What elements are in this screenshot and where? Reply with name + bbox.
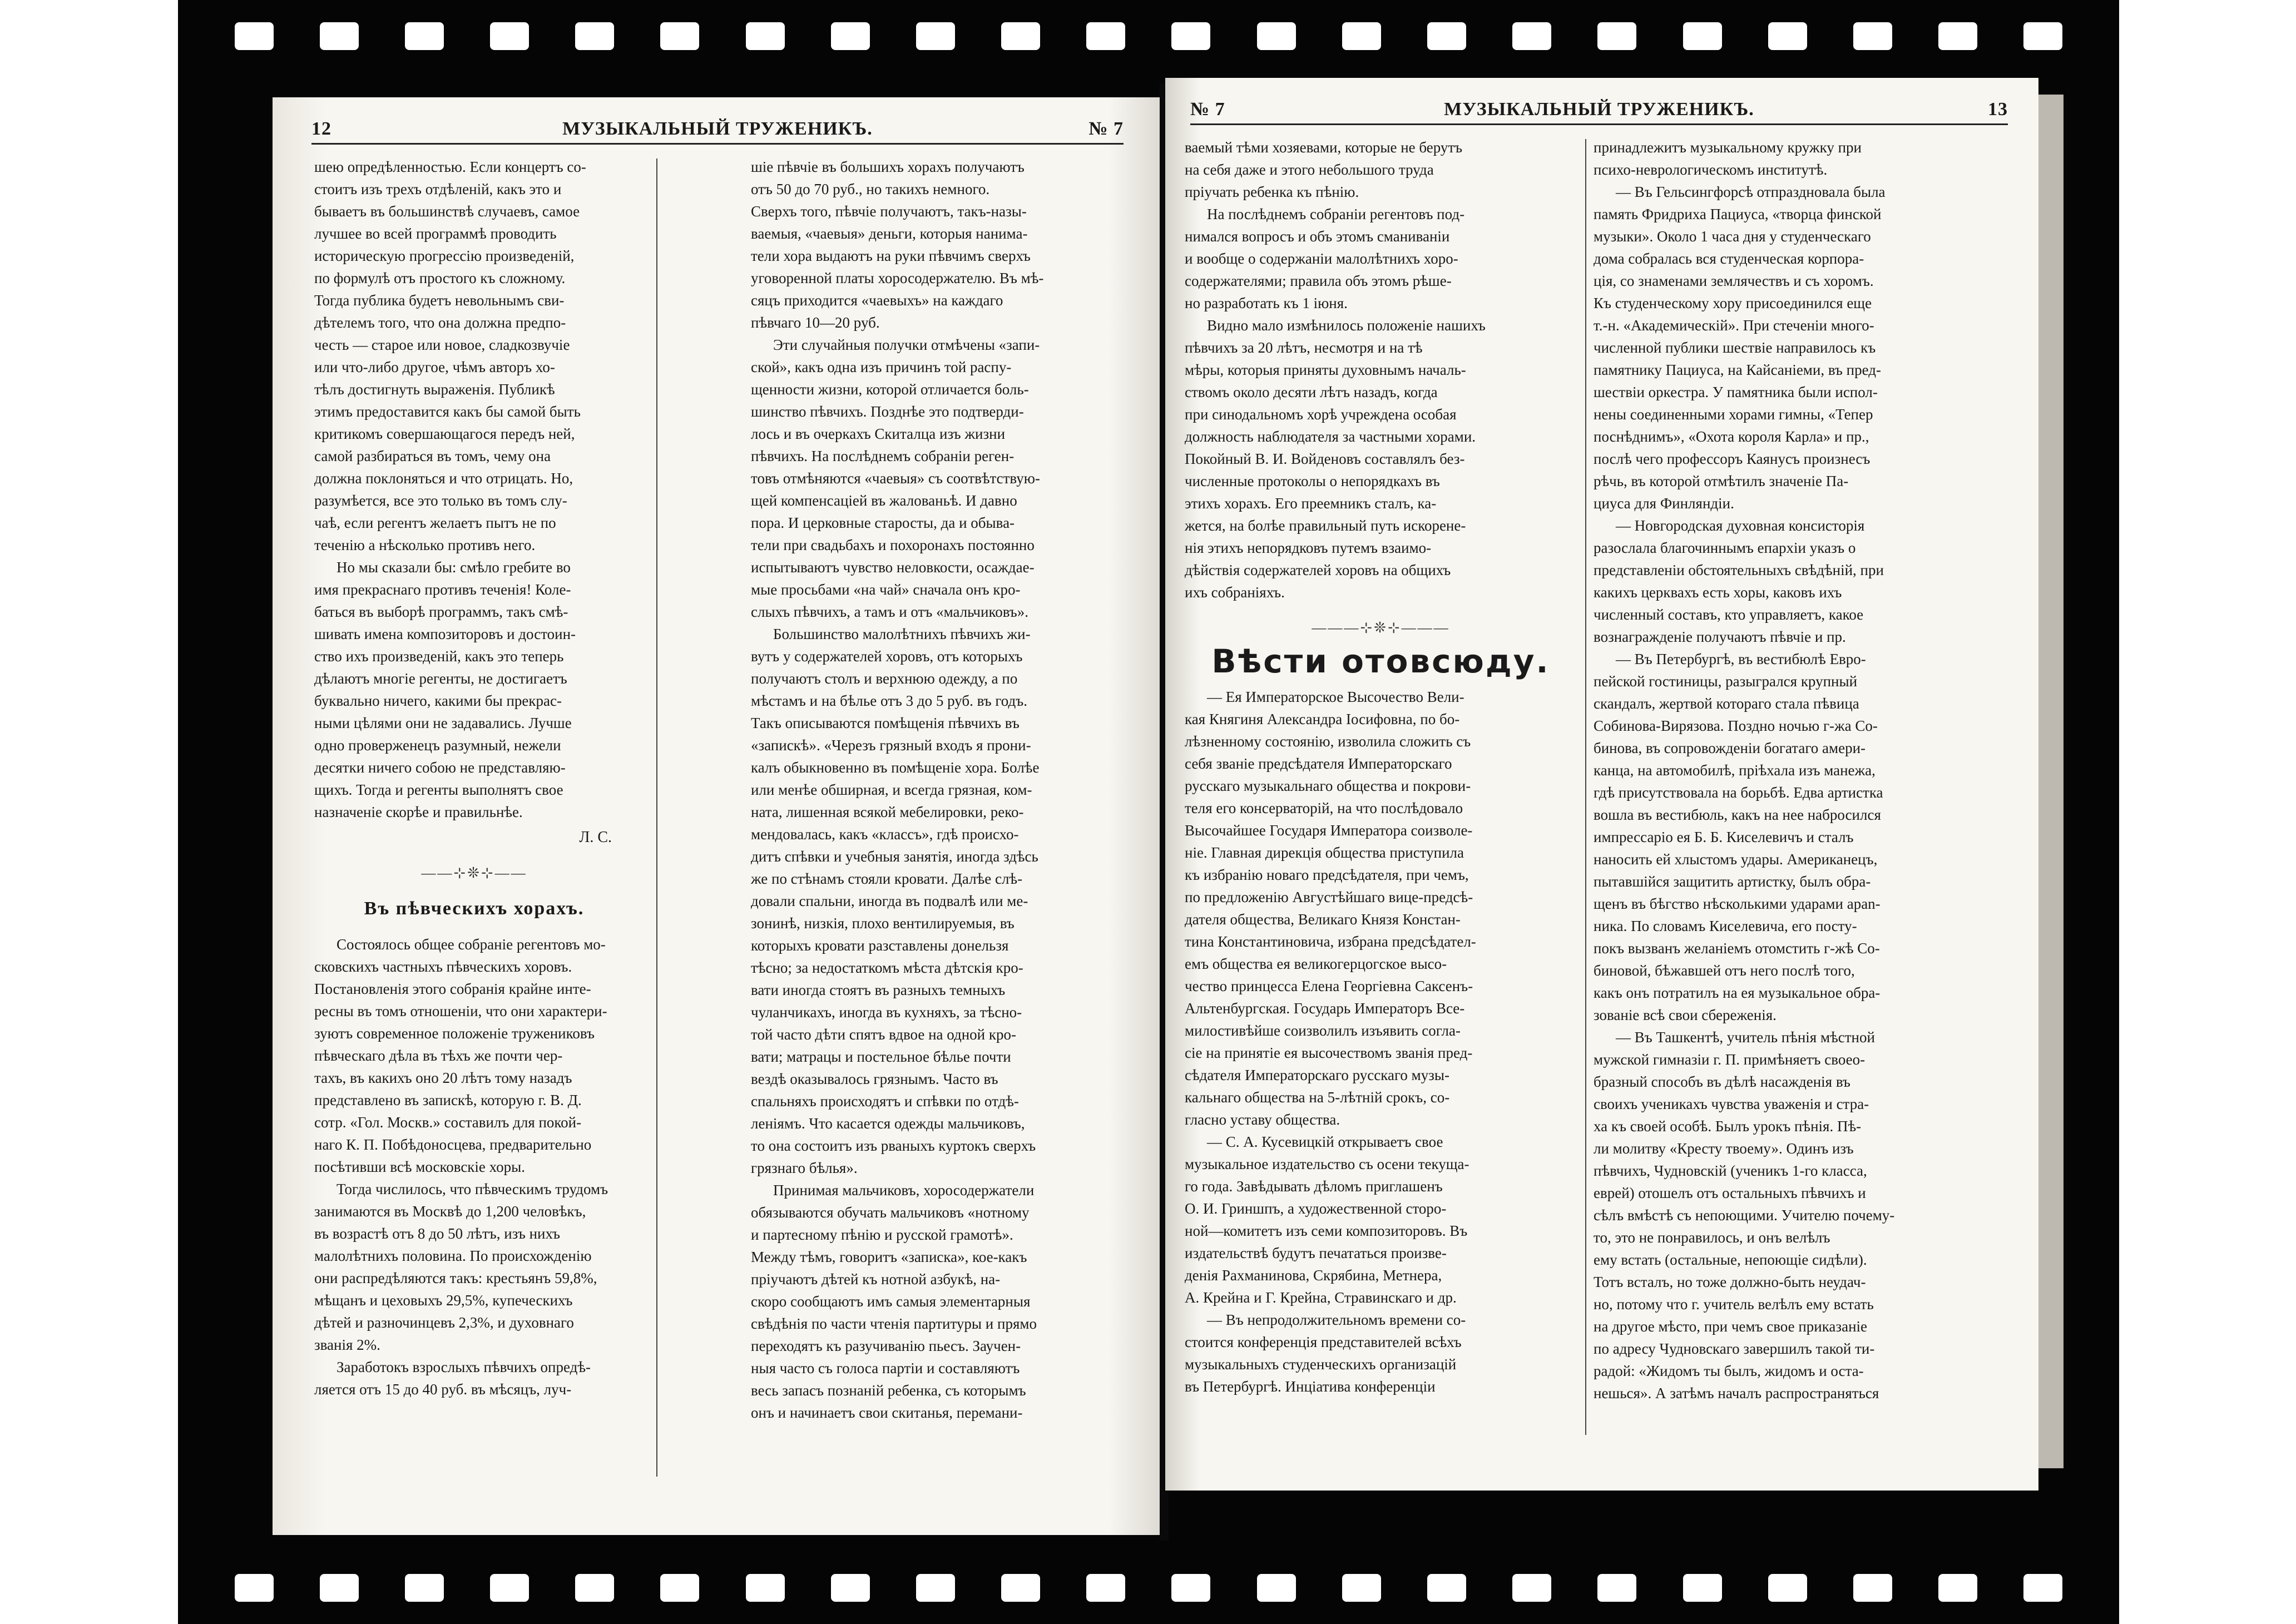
perforation (1001, 1574, 1040, 1602)
paragraph: Заработокъ взрослыхъ пѣвчихъ опредѣ- ляется отъ 15 до 40 руб. въ мѣсяцъ, луч- (314, 1359, 591, 1398)
perforation (2023, 1574, 2062, 1602)
section-title: Вѣсти отовсюду. (1211, 642, 1550, 680)
paragraph: шею опредѣленностью. Если концертъ со- стоитъ изъ трехъ отдѣленій, какъ это и бываетъ въ большинствѣ случаевъ, самое лучшее во всей программѣ проводить историческую прогрессію произведеній, по формулѣ отъ простого къ сложному. Тогда публика будетъ невольнымъ сви- дѣтелемъ того, что она должна предпо- честь — старое или новое, сладкозвучіе или что-либо другое, чѣмъ авторъ хо- тѣлъ достигнуть выраженія. Публикѣ этимъ предоставится какъ бы самой быть критикомъ совершающагося передъ ней, самой разбираться въ томъ, чему она должна поклоняться и что отрицать. Но, разумѣется, все это только въ томъ слу- чаѣ, если регентъ желаетъ пытъ не по теченію а нѣсколько противъ него. (314, 159, 586, 553)
issue-number: № 7 (1190, 99, 1225, 120)
perforation (1171, 1574, 1210, 1602)
perforation (1427, 1574, 1466, 1602)
perforation (1171, 22, 1210, 50)
paragraph: Состоялось общее собраніе регентовъ мо- сковскихъ частныхъ пѣвческихъ хоровъ. Постановленія этого собранія крайне инте- ресны въ томъ отношеніи, что они характери- зуютъ современное положеніе тружениковъ пѣвческаго дѣла въ тѣхъ же почти чер- тахъ, въ какихъ оно 20 лѣтъ тому назадъ представлено въ запискѣ, которую г. В. Д. сотр. «Гол. Москв.» составилъ для покой- наго К. П. Побѣдоносцева, предварительно посѣтивши всѣ московскіе хоры. (314, 936, 607, 1175)
paragraph: ваемый тѣми хозяевами, которые не берутъ на себя даже и этого небольшого труда пріучать ребенка къ пѣнію. (1185, 139, 1463, 200)
paragraph: — Новгородская духовная консисторія разослала благочиннымъ епархіи указъ о представленіи обстоятельныхъ свѣдѣній, при какихъ церквахъ есть хоры, каковъ ихъ численный составъ, кто управляетъ, какое вознагражденіе получаютъ пѣвчіе и пр. (1594, 517, 1884, 645)
perforation (831, 1574, 870, 1602)
issue-number: № 7 (1088, 118, 1124, 139)
paragraph: Видно мало измѣнилось положеніе нашихъ пѣвчихъ за 20 лѣтъ, несмотря и на тѣ мѣры, которыя приняты духовнымъ началь- ствомъ около десяти лѣтъ назадъ, когда при синодальномъ хорѣ учреждена особая должность наблюдателя за частными хорами. Покойный В. И. Войденовъ составлялъ без- численные протоколы о непорядкахъ въ этихъ хорахъ. Его преемникъ сталъ, ка- жется, на болѣе правильный путь искорене- нія этихъ непорядковъ путемъ взаимо- дѣйствія содержателей хоровъ на общихъ ихъ собраніяхъ. (1185, 317, 1486, 601)
perforation (1427, 22, 1466, 50)
perforation (235, 1574, 274, 1602)
ornament-divider: ———⊹❊⊹——— (1312, 620, 1450, 636)
page-header-right (1190, 95, 2008, 125)
film-perforations-bottom (178, 1563, 2119, 1613)
perforation (405, 1574, 444, 1602)
perforation (660, 22, 699, 50)
paragraph: — Въ Ташкентѣ, учитель пѣнія мѣстной мужской гимназіи г. П. примѣняетъ своео- бразный способъ въ дѣлѣ насажденія въ своихъ ученикахъ чувства уваженія и стра- ха къ своей особѣ. Былъ урокъ пѣнія. Пѣ- ли молитву «Кресту твоему». Одинъ изъ пѣвчихъ, Чудновскій (ученикъ 1-го класса, еврей) отошелъ отъ остальныхъ пѣвчихъ и сѣлъ вмѣстѣ съ непоющими. Учителю почему- то, это не понравилось, и онъ велѣлъ ему встать (остальные, непоющіе сидѣли). Тотъ всталъ, но тоже должно-быть неудач- но, потому что г. учитель велѣлъ ему встать на другое мѣсто, при чемъ свое приказаніе по адресу Чудновскаго завершилъ такой ти- радой: «Жидомъ ты былъ, жидомъ и оста- нешься». А затѣмъ началъ распространяться (1594, 1029, 1895, 1402)
perforation (320, 22, 359, 50)
paragraph: принадлежитъ музыкальному кружку при психо-неврологическомъ институтѣ. (1594, 139, 1862, 178)
perforation (1853, 22, 1892, 50)
paragraph: Но мы сказали бы: смѣло гребите во имя прекраснаго противъ теченія! Коле- баться въ выборѣ программъ, такъ смѣ- шивать имена композиторовъ и достоин- ство ихъ произведеній, какъ это теперь дѣлаютъ многіе регенты, не достигаетъ буквально ничего, какими бы прекрас- ными цѣлями они не задавались. Лучше одно проверженецъ разумный, нежели десятки ничего собою не представляю- щихъ. Тогда и регенты выполнятъ свое назначеніе скорѣе и правильнѣе. (314, 559, 576, 820)
film-perforations-top (178, 11, 2119, 61)
paragraph: шіе пѣвчіе въ большихъ хорахъ получаютъ отъ 50 до 70 руб., но такихъ немного. Сверхъ того, пѣвчіе получаютъ, такъ-назы- ваемыя, «чаевыя» деньги, которыя нанима- тели хора выдаютъ на руки пѣвчимъ сверхъ уговоренной платы хоросодержателю. Въ мѣ- сяцъ приходится «чаевыхъ» на каждаго пѣвчаго 10—20 руб. (751, 159, 1044, 331)
perforation (746, 1574, 785, 1602)
paragraph: Тогда числилось, что пѣвческимъ трудомъ занимаются въ Москвѣ до 1,200 человѣкъ, въ возрастѣ отъ 8 до 50 лѣтъ, изъ нихъ малолѣтнихъ половина. По происхожденію они распредѣляются такъ: крестьянъ 59,8%, мѣщанъ и цеховыхъ 29,5%, купеческихъ дѣтей и разночинцевъ 2,3%, и духовнаго званія 2%. (314, 1181, 608, 1353)
paragraph: — Въ Гельсингфорсѣ отпраздновала была память Фридриха Пациуса, «творца финской музыки». Около 1 часа дня у студенческаго дома собралась вся студенческая корпора- ція, со знаменами землячествъ и съ хоромъ. Къ студенческому хору присоединился еще т.-н. «Академическій». При стеченіи много- численной публики шествіе направилось къ памятнику Пациуса, на Кайсаніеми, въ пред- шествіи оркестра. У памятника были испол- нены соединенными хорами гимны, «Тепер поснѣднимъ», «Охота короля Карла» и пр., послѣ чего профессоръ Каянусъ произнесъ рѣчь, въ которой отмѣтилъ значеніе Па- циуса для Финляндіи. (1594, 184, 1886, 512)
column-left-2 (751, 156, 1085, 1424)
perforation (1768, 22, 1807, 50)
page-number: 13 (1988, 99, 2008, 120)
right-page (1165, 78, 2038, 1491)
perforation (2023, 22, 2062, 50)
left-page (273, 97, 1162, 1535)
perforation (490, 22, 529, 50)
paragraph: — С. А. Кусевицкій открываетъ свое музыкальное издательство съ осени текуща- го года. Завѣдывать дѣломъ приглашенъ О. И. Гриншпъ, а художественной сторо- ной—комитетъ изъ семи композиторовъ. Въ издательствѣ будутъ печататься произве- денія Рахманинова, Скрябина, Метнера, А. Крейна и Г. Крейна, Стравинскаго и др. (1185, 1133, 1469, 1306)
perforation (405, 22, 444, 50)
perforation (1938, 22, 1977, 50)
ornament-divider: ——⊹❊⊹—— (421, 865, 527, 881)
perforation (1512, 1574, 1551, 1602)
perforation (746, 22, 785, 50)
journal-title: МУЗЫКАЛЬНЫЙ ТРУЖЕНИКЪ. (562, 118, 873, 139)
page-header-left (311, 114, 1124, 145)
author-signature: Л. С. (579, 829, 612, 846)
perforation (831, 22, 870, 50)
perforation (916, 1574, 955, 1602)
column-left-1 (314, 156, 634, 1400)
paragraph: Большинство малолѣтнихъ пѣвчихъ жи- вутъ у содержателей хоровъ, отъ которыхъ получаютъ столъ и верхнюю одежду, а по мѣстамъ и на бѣлье отъ 3 до 5 руб. въ годъ. Такъ описываются помѣщенія пѣвчихъ въ «запискѣ». «Черезъ грязный входъ я прони- калъ обыкновенно въ помѣщеніе хора. Болѣе или менѣе обширная, и всегда грязная, ком- ната, лишенная всякой мебелировки, реко- мендовалась, какъ «классъ», гдѣ происхо- дитъ спѣвки и учебныя занятія, иногда здѣсь же по стѣнамъ стояли кровати. Далѣе слѣ- довали спальни, иногда въ подвалѣ или ме- зонинѣ, низкія, плохо вентилируемыя, въ которыхъ кровати разставлены донельзя тѣсно; за недостаткомъ мѣста дѣтскія кро- вати иногда стоятъ въ разныхъ темныхъ чуланчикахъ, иногда въ кухняхъ, за тѣсно- той часто дѣти спятъ вдвое на одной кро- вати; матрацы и постельное бѣлье почти вездѣ оказывалось грязнымъ. Часто въ спальняхъ происходятъ и спѣвки по отдѣ- леніямъ. Что касается одежды мальчиковъ, то она состоитъ изъ рваныхъ куртокъ сверхъ грязнаго бѣлья». (751, 626, 1040, 1176)
perforation (1768, 1574, 1807, 1602)
perforation (575, 22, 614, 50)
perforation (1683, 1574, 1722, 1602)
paragraph: — Въ Петербургѣ, въ вестибюлѣ Евро- пейской гостиницы, разыгрался крупный скандалъ, жертвой котораго стала пѣвица Собинова-Вирязова. Поздно ночью г-жа Со- бинова, въ сопровожденіи богатаго амери- канца, на автомобилѣ, пріѣхала изъ манежа, гдѣ присутствовала на борьбѣ. Едва артистка вошла въ вестибюль, какъ на нее набросился импрессаріо ея Б. Б. Киселевичъ и сталъ наносить ей хлыстомъ удары. Американецъ, пытавшійся защитить артистку, былъ обра- щенъ въ бѣгство нѣсколькими ударами араn- ника. По словамъ Киселевича, его посту- покъ вызванъ желаніемъ отомстить г-жѣ Со- биновой, бѣжавшей отъ него послѣ того, какъ онъ потратилъ на ея музыкальное обра- зованіе всѣ свои сбереженія. (1594, 651, 1883, 1023)
perforation (1001, 22, 1040, 50)
perforation (1597, 22, 1636, 50)
section-title: Въ пѣвческихъ хорахъ. (364, 898, 585, 919)
perforation (1853, 1574, 1892, 1602)
paragraph: Принимая мальчиковъ, хоросодержатели обязываются обучать мальчиковъ «нотному и партесному пѣнію и русской грамотѣ». Между тѣмъ, говоритъ «записка», кое-какъ пріучаютъ дѣтей къ нотной азбукѣ, на- скоро сообщаютъ имъ самыя элементарныя свѣдѣнія по части чтенія партитуры и прямо переходятъ къ разучиванію пьесъ. Заучен- ныя часто съ голоса партіи и составляютъ весь запасъ познаній ребенка, съ которымъ онъ и начинаетъ свои скитанья, перемани- (751, 1182, 1037, 1421)
perforation (235, 22, 274, 50)
journal-title: МУЗЫКАЛЬНЫЙ ТРУЖЕНИКЪ. (1444, 99, 1754, 120)
page-edge (2038, 95, 2064, 1468)
perforation (1512, 22, 1551, 50)
paragraph: На послѣднемъ собраніи регентовъ под- нимался вопросъ и объ этомъ сманиваніи и вообще о содержаніи малолѣтнихъ хоро- содержателями; правила объ этомъ рѣше- но разработать къ 1 іюня. (1185, 206, 1465, 311)
perforation (1597, 1574, 1636, 1602)
column-rule (1585, 139, 1586, 1435)
column-right-1 (1185, 136, 1577, 1398)
page-number: 12 (311, 118, 331, 139)
perforation (1086, 1574, 1125, 1602)
paragraph: — Въ непродолжительномъ времени со- стоится конференція представителей всѣхъ музыкальныхъ студенческихъ организацій въ Петербургѣ. Инціатива конференціи (1185, 1311, 1466, 1395)
perforation (1938, 1574, 1977, 1602)
perforation (1086, 22, 1125, 50)
paragraph: — Ея Императорское Высочество Вели- кая Княгиня Александра Іосифовна, по бо- лѣзненному состоянію, изволила сложить съ себя званіе предсѣдателя Императорскаго русскаго музыкальнаго общества и покрови- теля его консерваторій, на что послѣдовало Высочайшее Государя Императора соизволе- ніе. Главная дирекція общества приступила къ избранію новаго предсѣдателя, при чемъ, по предложенію Августѣйшаго вице-предсѣ- дателя общества, Великаго Князя Констан- тина Константиновича, избрана предсѣдател- емъ общества ея великогерцогское высо- чество принцесса Елена Георгіевна Саксенъ- Альтенбургская. Государь Императоръ Все- милостивѣйше соизволилъ изъявить согла- сіе на принятіе ея высочествомъ званія пред- сѣдателя Императорскаго русскаго музы- кальнаго общества на 5-лѣтній срокъ, со- гласно уставу общества. (1185, 689, 1476, 1128)
perforation (1257, 1574, 1296, 1602)
perforation (1342, 22, 1381, 50)
perforation (916, 22, 955, 50)
column-rule (656, 159, 657, 1477)
perforation (1342, 1574, 1381, 1602)
perforation (1683, 22, 1722, 50)
perforation (1257, 22, 1296, 50)
paragraph: Эти случайныя получки отмѣчены «запи- ской», какъ одна изъ причинъ той распу- щенности жизни, которой отличается боль- шинство пѣвчихъ. Позднѣе это подтверди- лось и въ очеркахъ Скиталца изъ жизни пѣвчихъ. На послѣднемъ собраніи реген- товъ отмѣняются «чаевыя» съ соотвѣтствую- щей компенсаціей въ жалованьѣ. И давно пора. И церковные старосты, да и обыва- тели при свадьбахъ и похоронахъ постоянно испытываютъ чувство неловкости, осаждае- мые просьбами «на чай» сначала онъ кро- слыхъ пѣвчихъ, а тамъ и отъ «мальчиковъ». (751, 336, 1040, 620)
perforation (490, 1574, 529, 1602)
column-right-2 (1594, 136, 1986, 1404)
perforation (320, 1574, 359, 1602)
perforation (660, 1574, 699, 1602)
perforation (575, 1574, 614, 1602)
